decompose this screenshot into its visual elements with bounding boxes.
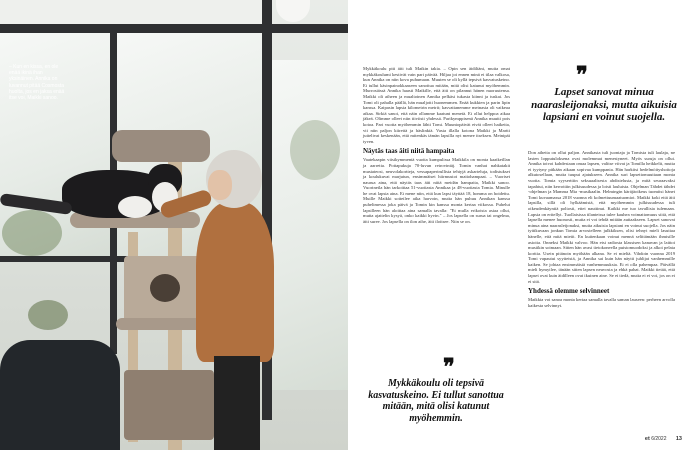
cat-tower-hole [150,274,180,302]
body-text: Don aiheita on ollut paljon. Annikasta tuli juontaja ja Tomista tuli laulaja, ne lasten lopputuloksena ovat molemmat menestyneet. Myös suruja on ollut. Annika toivoi kahdestaan omaa lapsen, valitse viivat ja Tomilla heikkelit, mutta ei tyytyny pitkään aikaan sopivaa kumppania. Hän harkitsi hedelmöityshoitoja alkutosellaan, mutta tuupui ajatukseen. Annika suri lapsettomuuttaan monta vuotta. Tomia syyserttiin seksuaalisesta ahdistelusta, ja mitä seuraavaksi tapahtui, niin kerrottiin julkisuudessa ja loisti lauluista. Ohjelman Tähdet tähdet -ohjelman ja Mamma Mia -musikaalin. Helmingin käräjäoikeus tuomitsi hänet Tomi kuvaamassa 2018 vuonna eli kolmettuumaatuomiot. Maikki koki että äiti lapsilla, sillä oli hylkäämistä, että myöhemmin julkisuudessa tuli oikeudenkäyntiä poltosti, ettei nauttinut. Kaikki me tuo tavallisia tulemaan. Lapsia on eritellyt. Tuollaisissa tilanteissa tulee kauhea voimattomuus siitä, että lapsella menee huonosti, mutta ei voi tehdä mitään auttaakseen. Lapset sanovat minua aina naarasleijonaksi, mutta aikuisia lapsiani en voinut suojella. Jos näin tyttikuvaan jonkun Tomia arvostelleen julkkiksen, olisi tehnyt mieli lasuttaa hänelle, että mitä mietit. En kuitenkaan voinut mennä selittämään ihmisille asioita. Onneksi Maikki valvoo. Hän etsi radiosta klassisen kanavan ja laittoi musiikin soimaan. Sitten hän avasi tietokoneella puistomuodoksi ja alkoi pelata korttia. Usein pitänoin myöhään alkana. Se ei mieltä. Vihdoin vuonna 2019 Tomi vapautui syytteistä, ja Annika sai kuin hän näytti juhlijat vanhemmille kaiken. Se johtaa ensimmäisiä vanhemmuuksia. Ei ei olla pahempaa. Päivällä mieli hymyilee, tänään sitten lapsen neuvosta ja ehkä pahat. Maikki tietää, että lapset ovat kuin äidilleen ovat ikuinen aine. Se ei tiedä, mutta ei ei voi, jos on ei ei sitä. [528,150,675,284]
window-pane [0,0,262,24]
text-page [348,0,696,450]
cat-tower-platform [112,130,210,162]
page-number: 13 [675,436,682,442]
lamp-shade [276,0,310,22]
armchair [0,340,120,450]
pull-quote: Mykkäkoulu oli tepsivä kasvatuskeino. Ei tullut sanottua mitään, mitä olisi katunut myöhemmin. [368,378,504,424]
body-text: Vaatekaapin viisikymmentä vuotta kumpulissa Maikkila on monta kaatkeillan ja aarretta. Pottapukuja 70-luvun retrovintäj. Tomin vanhat nahkatakit mustateosi, neuvolakortteja, vessapaperirullista tehtyjä askarteluja, todistukset ja koulukuvat marjutun, ensimmäiset hiirmustot maitohampaat. – Vuoriset naurua aina, että näytäs taas äiti niitä meidän hampaita, Maikki sanoo. Vuorineila hän tarkoittaa 51-vuotiasta Annikaa ja 48-vuotiasta Tomia. Minulle he ovat lapsia aina. Ei mene niin, että kun lapsi täyttää 18, homma on hoidettu. Muille Maikki sotteilee aika harvoin, mutta hän puhuu Annikan kanssa puhelimessa joka päivä ja Tomin kin kanssa monta kertaa viikossa. Puhelut lapsilleen hän aloittaa aina samalla tavalla: "Et mulla erikoista asiaa ollut, mutta ajattelin kysyä, onko kaikki hyvin." – Jos lapsella on surua tai ongelma, äiti suree. Jos lapsella on ilon aihe, äiti iloitsee. Niin se on. [363,157,510,224]
subhead: Näytäs taas äiti niitä hampaita [363,147,455,156]
cat-tower-box [124,370,214,440]
quote-mark-icon: ❞ [443,354,455,379]
plant [28,300,68,330]
cat-white-patch [118,196,152,218]
woman-pants [214,356,260,450]
pull-quote: Lapset sanovat minua naarasleijonaksi, mutta aikuisia lapsiani en voinut suojella. [531,86,677,123]
body-text: Mykkäkoulu piti äiti tuli Maikin takia. – Opin sen äidiltäni, mutta omat mykkäkoulumi kestivät vain pari päivää. Hiljaa joi ennen minä ei tilaa valkosa, kun Annika on niin kova puhumaan. Muuten se oli kyllä tepsivä kasvatuskeino. Ei tullut käsinpainokkaaseen sanottua mitään, mitä olisi katunut myöhemmin. Murrosiässä Annika haasti Maikille, että äiti on pilannut hänen nuoruutensa. Maikki oli aiheen ja mualtoinen Annika pelkäsi tukasta kiinni ja tuskai. Jos Tomi oli pahalla päällä, hän mualjotti huonemmen. Enää kukkien ja parin lipin kanssa. Kaipasin lapsia kilometrin metrit; kasvattanemme meinasta oli vaikeaa aikaa. Sirkiä sanoi, että näin ollamme kaatunt menetä. Ei ollut helppoa aikaa jäkeä. Olimme olleet niin tiiviisti yhdessä. Parikymppisenä Annika muutti pois kotoa. Pari vuotta myöhemmin lähti Tomi. Muuntopäivät eivät olleet haikeita, vii niin paljon kiirettä ja häslinkiä. Vasta illalla kotona Maikki ja Martti juttelivat keskenään, että mitenkäs tämän lapsilla nyt menee itseksen. Meinipäi tyven. [363,66,510,144]
column-2 [528,150,675,309]
woman-sweater [196,202,274,362]
window-pane [272,60,348,390]
photo-caption: – Kun en kissa, en ole enää ikinä ihan yksinäinen. Annika on luvannut pitää Cosmosta huolta, jos en jaksa enää itse voi, Maikki sanoo. [9,64,65,102]
subhead: Yhdessä olemme selvinneet [528,287,610,296]
folio-brand: et [644,436,650,442]
column-1 [363,66,510,225]
woman-face [208,170,232,200]
window-frame [0,24,348,33]
body-text: Maikkia voi sanoa monta kertaa samalla tavalla saman lauseen: perheen arvolla kaikesta selvinnyt. [528,297,675,308]
folio [645,436,682,442]
plant [290,120,340,180]
quote-mark-icon: ❞ [576,62,588,87]
folio-issue: 6/2022 [651,436,667,442]
plant [2,210,62,256]
